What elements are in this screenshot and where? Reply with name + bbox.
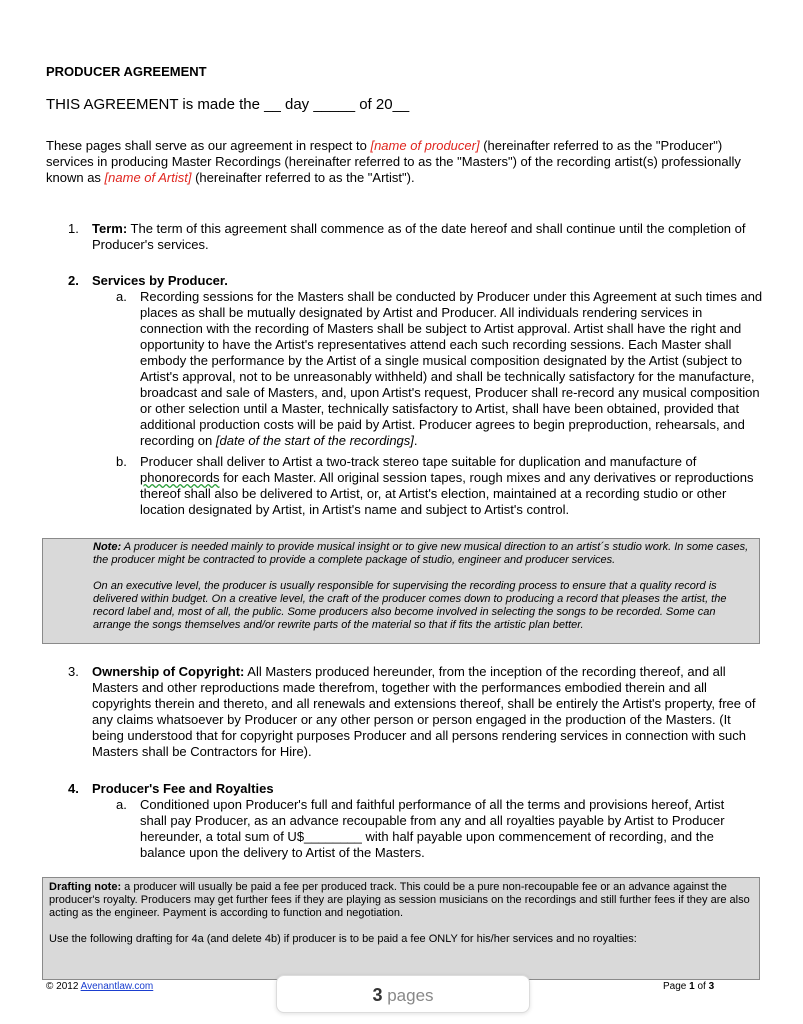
page-count-label: pages — [382, 986, 434, 1005]
intro-text-1: These pages shall serve as our agreement in respect to — [46, 138, 371, 153]
note-text-1: A producer is needed mainly to provide musical insight or to give new musical direction to an artist´s studio work. In some cases, the producer might be contracted to provide a complete package of studio, engineer and producer services. — [93, 541, 749, 566]
page-indicator — [663, 979, 714, 995]
page-count-pill[interactable] — [276, 975, 530, 1013]
page-mid: of — [694, 981, 709, 992]
note-box — [42, 538, 760, 644]
spellcheck-word: phonorecords — [140, 470, 220, 485]
intro-paragraph — [46, 138, 766, 186]
document-title: PRODUCER AGREEMENT — [46, 64, 207, 79]
subclause-2a — [116, 289, 764, 449]
page-total: 3 — [708, 981, 715, 992]
clause-services — [68, 273, 768, 289]
subclause-text: Conditioned upon Producer's full and faithful performance of all the terms and provisions hereof, Artist shall pay Producer, as an advance recoupable from any and all royalties payable by Artist to Producer hereunder, a total sum of U$________ with half payable upon commencement of recording, and the balance upon the delivery to Artist of the Masters. — [140, 797, 725, 860]
subclause-text: Recording sessions for the Masters shall be conducted by Producer under this Agreement at such times and places as shall be mutually designated by Artist and Producer. All individuals rendering services in connection with the recording of Masters shall be subject to Artist approval. Artist shall have the right and opportunity to have the Artist's representatives attend each such recording sessions. Each Master shall embody the performance by the Artist of a single musical composition designated by the Artist (subject to Artist's approval, not to be unreasonably withheld) and shall be technically satisfactory for the manufacture, broadcast and sale of Masters, and, upon Artist's request, Producer shall re-record any musical composition or other selection until a Master, technically satisfactory to Artist, shall have been obtained, provided that additional production costs will be paid by Artist. Producer agrees to begin preproduction, rehearsals, and recording on — [140, 289, 763, 448]
note-label: Note: — [93, 541, 122, 553]
clause-text: All Masters produced hereunder, from the inception of the recording thereof, and all Masters and other reproductions made therefrom, together with the performances embodied therein and all copyrights therein and thereto, and all renewals and extensions thereof, shall be entirely the Artist's property, free of any claims whatsoever by Producer or any other person or person engaged in the production of the Masters. (It being understood that for copyright purposes Producer and all persons rendering services in connection with such Masters shall be Contractors for Hire). — [92, 664, 756, 759]
drafting-paragraph-2: Use the following drafting for 4a (and delete 4b) if producer is to be paid a fee ONLY for his/her services and no royalties: — [49, 933, 637, 945]
note-paragraph-2: On an executive level, the producer is usually responsible for supervising the recording process to ensure that a quality record is delivered within budget. On a creative level, the craft of the producer comes down to producing a record that pleases the artist, the record label and, most of all, the public. Some producers also become involved in selecting the songs to be recorded. Some can arrange the songs themselves and/or rewrite parts of the material so that if fits the artistic plan better. — [93, 580, 727, 631]
clause-label: Services by Producer. — [92, 273, 228, 288]
drafting-label: Drafting note: — [49, 881, 122, 893]
page-prefix: Page — [663, 981, 690, 992]
clause-number: 1. — [68, 221, 79, 236]
agreement-date-line: THIS AGREEMENT is made the __ day _____ of 20__ — [46, 96, 410, 113]
drafting-note-box — [42, 877, 760, 980]
clause-label: Term: — [92, 221, 128, 236]
recording-date-placeholder: [date of the start of the recordings] — [215, 433, 414, 448]
subclause-2b — [116, 454, 764, 518]
clause-number: 4. — [68, 781, 79, 796]
clause-label: Ownership of Copyright: — [92, 664, 245, 679]
subclause-text-2: for each Master. All original session tapes, rough mixes and any derivatives or reproductions thereof shall also be delivered to Artist, or, at Artist's election, maintained at a recording studio or other location designated by Artist, in Artist's name and subject to Artist's control. — [140, 470, 754, 517]
note-paragraph-1 — [93, 541, 753, 567]
intro-text-3: (hereinafter referred to as the "Artist"). — [191, 170, 415, 185]
drafting-paragraph-1 — [49, 881, 753, 920]
subclause-letter: a. — [116, 289, 127, 304]
subclause-letter: a. — [116, 797, 127, 812]
clause-term — [68, 221, 762, 253]
clause-copyright — [68, 664, 762, 760]
producer-name-placeholder: [name of producer] — [370, 138, 480, 153]
footer-copyright — [46, 979, 153, 995]
website-link[interactable]: Avenantlaw.com — [80, 981, 154, 992]
clause-fees — [68, 781, 768, 797]
subclause-4a — [116, 797, 740, 861]
artist-name-placeholder: [name of Artist] — [104, 170, 192, 185]
clause-text: The term of this agreement shall commence as of the date hereof and shall continue until the completion of Producer's services. — [92, 221, 746, 252]
subclause-letter: b. — [116, 454, 127, 469]
intro-text-2: (hereinafter referred to as the "Producer") services in producing Master Recordings (hereinafter referred to as the "Masters") of the recording artist(s) professionally known as — [46, 138, 741, 185]
clause-number: 2. — [68, 273, 79, 288]
subclause-end: . — [413, 433, 418, 448]
page-current: 1 — [689, 981, 695, 992]
drafting-text-1: a producer will usually be paid a fee per produced track. This could be a pure non-recoupable fee or an advance against the producer's royalty. Producers may get further fees if they are playing as session musicians on the recordings and still further fees if they are also acting as the engineer. Payment is according to function and negotiation. — [49, 881, 750, 919]
copyright-text: © 2012 — [46, 981, 81, 992]
clause-label: Producer's Fee and Royalties — [92, 781, 274, 796]
clause-number: 3. — [68, 664, 79, 679]
subclause-text-1: Producer shall deliver to Artist a two-track stereo tape suitable for duplication and manufacture of — [140, 454, 697, 469]
page-count-number: 3 — [372, 985, 383, 1005]
